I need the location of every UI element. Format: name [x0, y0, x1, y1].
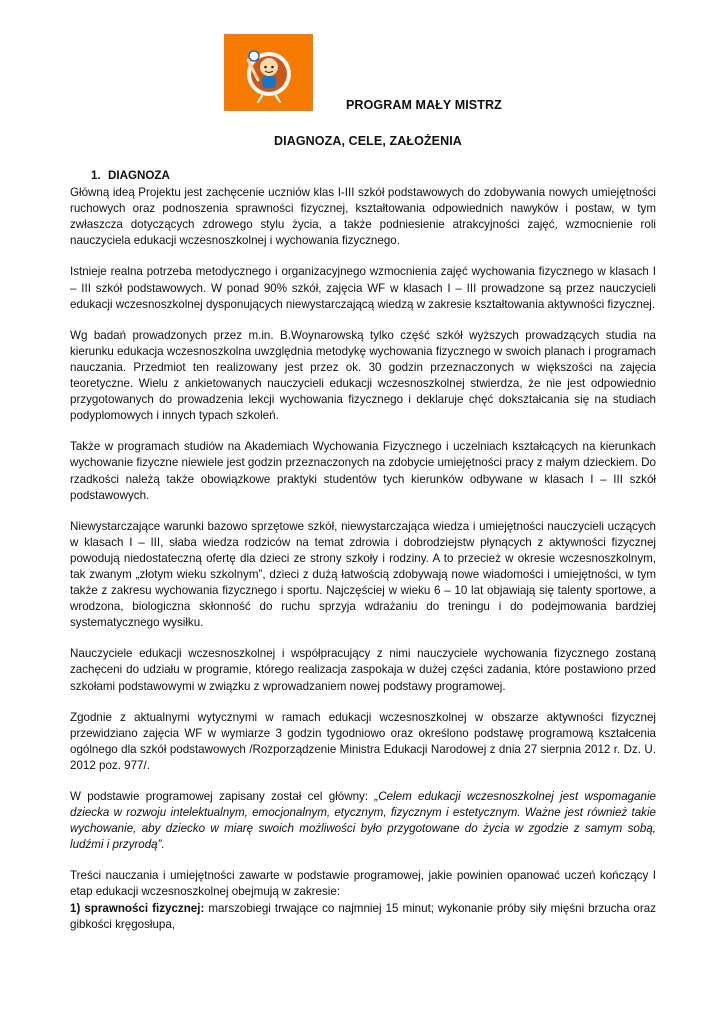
list-item-label: 1) sprawności fizycznej: — [70, 901, 205, 915]
paragraph: Niewystarczające warunki bazowo sprzętowe szkół, niewystarczająca wiedza i umiejętności nauczycieli uczących w klasach I – III, słaba wiedza rodziców na temat zdrowia i dobrodziejstw płynących z aktywności fizycznej powodują niedostateczną ofertę dla dzieci ze strony szkoły i rodziny. A to przecież w okresie wczesnoszkolnym, tak zwanym „złotym wieku szkolnym”, dzieci z dużą łatwością zdobywają nowe wiadomości i umiejętności, w tym także z zakresu wychowania fizycznego i sportu. Najczęściej w wieku 6 – 10 lat objawiają się talenty sportowe, a wrodzona, biologiczna skłonność do ruchu sprzyja wdrażaniu do treningu i do podejmowania bardziej systematycznego wysiłku. — [70, 519, 656, 630]
list-item-text: marszobiegi trwające co najmniej 15 minut; wykonanie próby siły mięśni brzucha oraz gibkości kręgosłupa, — [70, 901, 656, 931]
paragraph: Nauczyciele edukacji wczesnoszkolnej i współpracujący z nimi nauczyciele wychowania fizycznego zostaną zachęceni do udziału w programie, którego realizacja zaspokaja w dużej części zadania, które postawiono przed szkołami podstawowymi w związku z wprowadzaniem nowej podstawy programowej. — [70, 647, 656, 693]
page-title: PROGRAM MAŁY MISTRZ — [346, 98, 502, 112]
list-item — [70, 901, 656, 933]
paragraph: Wg badań prowadzonych przez m.in. B.Woynarowską tylko część szkół wyższych prowadzących studia na kierunku edukacja wczesnoszkolna uwzględnia metodykę wychowania fizycznego w swoich planach i programach nauczania. Przedmiot ten realizowany jest przez ok. 30 godzin przeznaczonych w większości na zajęcia teoretyczne. Wielu z ankietowanych nauczycieli edukacji wczesnoszkolnej stwierdza, że nie jest odpowiednio przygotowanych do prowadzenia lekcji wychowania fizycznego i deklaruje chęć dokształcania się na studiach podyplomowych i innych typach szkoleń. — [70, 328, 656, 423]
paragraph: Zgodnie z aktualnymi wytycznymi w ramach edukacji wczesnoszkolnej w obszarze aktywności fizycznej przewidziano zajęcia WF w wymiarze 3 godzin tygodniowo oraz określono podstawę programową kształcenia ogólnego dla szkół podstawowych /Rozporządzenie Ministra Edukacji Narodowej z dnia 27 sierpnia 2012 r. Dz. U. 2012 poz. 977/. — [70, 710, 656, 772]
paragraph: Istnieje realna potrzeba metodycznego i organizacyjnego wzmocnienia zajęć wychowania fizycznego w klasach I – III szkół podstawowych. W ponad 90% szkół, zajęcia WF w klasach I – III prowadzone są przez nauczycieli edukacji wczesnoszkolnej dysponujących niewystarczającą wiedzą w zakresie kształtowania aktywności fizycznej. — [70, 265, 656, 311]
paragraph: Także w programach studiów na Akademiach Wychowania Fizycznego i uczelniach kształcących na kierunkach wychowanie fizyczne niewiele jest godzin przeznaczonych na zdobycie umiejętności pracy z małym dzieckiem. Do rzadkości należą także obowiązkowe praktyki studentów tych kierunków odbywane w klasach I – III szkół podstawowych. — [70, 440, 656, 502]
mascot-logo-icon — [224, 34, 313, 111]
section-heading — [70, 168, 656, 184]
paragraph: Główną ideą Projektu jest zachęcenie uczniów klas I-III szkół podstawowych do zdobywania nowych umiejętności ruchowych oraz podnoszenia sprawności fizycznej, kształtowania odpowiednich nawyków i postaw, w tym zwłaszcza dotyczących zdrowego stylu życia, a także podniesienie atrakcyjności zajęć, wzmocnienie roli nauczyciela edukacji wczesnoszkolnej i wychowania fizycznego. — [70, 186, 656, 248]
section-number: 1. — [91, 169, 101, 182]
goal-intro: W podstawie programowej zapisany został cel główny: — [70, 790, 375, 803]
document-body — [70, 168, 656, 948]
section-title: DIAGNOZA — [108, 169, 170, 182]
goal-quote: „Celem edukacji wczesnoszkolnej jest wspomaganie dziecka w rozwoju intelektualnym, emocjonalnym, etycznym, fizycznym i estetycznym. Ważne jest również takie wychowanie, aby dziecko w miarę swoich możliwości było przygotowane do życia w zgodzie z samym sobą, ludźmi i przyrodą”. — [70, 790, 657, 852]
goal-paragraph — [70, 789, 656, 853]
content-paragraph: Treści nauczania i umiejętności zawarte w podstawie programowej, jakie powinien opanować uczeń kończący I etap edukacji wczesnoszkolnej obejmują w zakresie: — [70, 869, 656, 899]
page-subtitle: DIAGNOZA, CELE, ZAŁOŻENIA — [274, 134, 462, 148]
